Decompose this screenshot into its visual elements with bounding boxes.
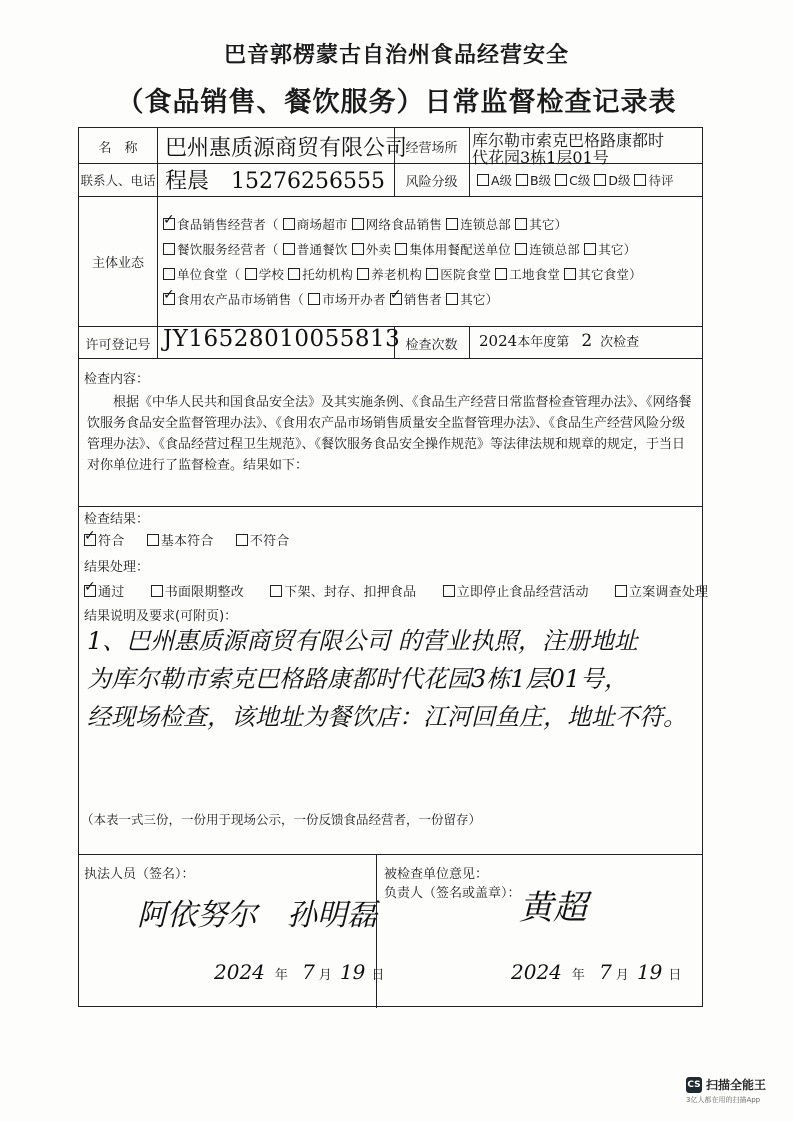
content-text: 根据《中华人民共和国食品安全法》及其实施条例、《食品生产经营日常监督检查管理办法》、《网络餐饮服务食品安全监督管理办法》、《食用农产品市场销售质量安全监督管理办法》、《食品生产经营风险分级管理办法》、《食品经营过程卫生规范》、《餐饮服务食品安全操作规范》等法律法规和规章的规定，于当日对你单位进行了监督检查。结果如下： — [87, 395, 692, 473]
seller-checkbox[interactable] — [390, 293, 402, 305]
approved-checkbox[interactable] — [84, 585, 96, 597]
copies-note: （本表一式三份，一份用于现场公示，一份反馈食品经营者，一份留存） — [81, 812, 482, 827]
scanner-watermark — [686, 1076, 766, 1093]
inspector-signature: 阿依努尔 孙明磊 — [137, 898, 377, 933]
watermark-brand: 扫描全能王 — [706, 1078, 767, 1092]
food-sales-checkbox[interactable] — [163, 218, 175, 230]
name-label: 名 称 — [98, 141, 138, 156]
investigate-checkbox[interactable] — [615, 585, 627, 597]
title-line-1: 巴音郭楞蒙古自治州食品经营安全 — [223, 43, 569, 68]
catering-other-checkbox[interactable] — [584, 243, 596, 255]
basic-pass-checkbox[interactable] — [147, 534, 159, 546]
group-meal-checkbox[interactable] — [395, 243, 407, 255]
title-line-2: （食品销售、餐饮服务）日常监督检查记录表 — [116, 87, 677, 118]
date-right: 2024 年 7 月 19 日 — [511, 960, 682, 984]
business-line-1: ✓食品销售经营者（ 商场超市 网络食品销售 连锁总部 其它） — [163, 215, 567, 233]
risk-c-checkbox[interactable] — [555, 174, 567, 186]
license-value: JY16528010055813 — [163, 326, 401, 352]
risk-d-checkbox[interactable] — [594, 174, 606, 186]
content-label: 检查内容： — [84, 372, 150, 387]
license-label: 许可登记号 — [85, 338, 151, 353]
business-line-4: ✓食用农产品市场销售（ 市场开办者 ✓ 销售者 其它） — [163, 290, 498, 308]
hospital-checkbox[interactable] — [426, 268, 438, 280]
handling-label: 结果处理： — [84, 560, 150, 575]
agri-other-checkbox[interactable] — [446, 293, 458, 305]
inspection-form — [78, 127, 709, 1007]
ordinary-catering-checkbox[interactable] — [283, 243, 295, 255]
handling-options: ✓通过 书面限期整改 下架、封存、扣押食品 立即停止食品经营活动 立案调查处理 — [84, 581, 708, 600]
other-canteen-checkbox[interactable] — [564, 268, 576, 280]
stop-checkbox[interactable] — [443, 585, 455, 597]
construction-checkbox[interactable] — [495, 268, 507, 280]
seize-checkbox[interactable] — [270, 585, 282, 597]
inspector-label: 执法人员（签名）： — [84, 867, 195, 882]
place-value-1: 库尔勒市索克巴格路康都时 — [472, 131, 665, 150]
risk-pending-checkbox[interactable] — [634, 174, 646, 186]
takeaway-checkbox[interactable] — [352, 243, 364, 255]
school-checkbox[interactable] — [245, 268, 257, 280]
risk-b-checkbox[interactable] — [516, 174, 528, 186]
catering-chain-checkbox[interactable] — [515, 243, 527, 255]
business-line-2: 餐饮服务经营者（ 普通餐饮 外卖 集体用餐配送单位 连锁总部 其它） — [163, 240, 636, 258]
chain-hq-checkbox[interactable] — [446, 218, 458, 230]
result-label: 检查结果： — [84, 512, 150, 527]
date-left: 2024 年 7 月 19 日 — [214, 960, 385, 984]
year-value: 2024 — [479, 332, 518, 350]
rectify-checkbox[interactable] — [151, 585, 163, 597]
business-line-3: 单位食堂（ 学校 托幼机构 养老机构 医院食堂 工地食堂 其它食堂） — [163, 265, 642, 283]
times-label: 检查次数 — [405, 338, 458, 353]
elderly-checkbox[interactable] — [357, 268, 369, 280]
supermarket-checkbox[interactable] — [283, 218, 295, 230]
contact-value: 程晨 15276256555 — [165, 169, 385, 194]
childcare-checkbox[interactable] — [288, 268, 300, 280]
explain-line-3: 经现场检查，该地址为餐饮店：江河回鱼庄，地址不符。 — [87, 703, 687, 731]
online-sales-checkbox[interactable] — [352, 218, 364, 230]
market-operator-checkbox[interactable] — [308, 293, 320, 305]
agri-market-checkbox[interactable] — [163, 293, 175, 305]
times-value-row: 2024本年度第 2 次检查 — [479, 331, 640, 351]
catering-checkbox[interactable] — [163, 243, 175, 255]
watermark-subtitle: 3亿人都在用的扫描App — [686, 1096, 761, 1104]
camscanner-logo-icon: CS — [686, 1077, 702, 1093]
result-options: ✓符合 基本符合 不符合 — [84, 530, 290, 549]
pass-checkbox[interactable] — [84, 534, 96, 546]
place-label: 经营场所 — [405, 141, 458, 156]
contact-label: 联系人、电话 — [80, 173, 156, 188]
unit-opinion-label: 被检查单位意见： — [384, 867, 489, 882]
responsible-signature: 黄超 — [519, 888, 587, 928]
times-value: 2 — [581, 331, 593, 351]
responsible-label: 负责人（签名或盖章）： — [384, 886, 521, 901]
explain-line-2: 为库尔勒市索克巴格路康都时代花园3栋1层01号， — [87, 665, 629, 693]
risk-label: 风险分级 — [405, 175, 458, 190]
explain-line-1: 1、巴州惠质源商贸有限公司 的营业执照，注册地址 — [87, 627, 638, 655]
business-label: 主体业态 — [91, 256, 144, 271]
risk-a-checkbox[interactable] — [477, 174, 489, 186]
place-value-2: 代花园3栋1层01号 — [472, 148, 609, 167]
explain-label: 结果说明及要求(可附页)： — [84, 609, 238, 624]
other-sales-checkbox[interactable] — [515, 218, 527, 230]
fail-checkbox[interactable] — [236, 534, 248, 546]
name-value: 巴州惠质源商贸有限公司 — [165, 136, 408, 161]
risk-options: A级 B级 C级 D级 待评 — [477, 171, 673, 189]
canteen-checkbox[interactable] — [163, 268, 175, 280]
